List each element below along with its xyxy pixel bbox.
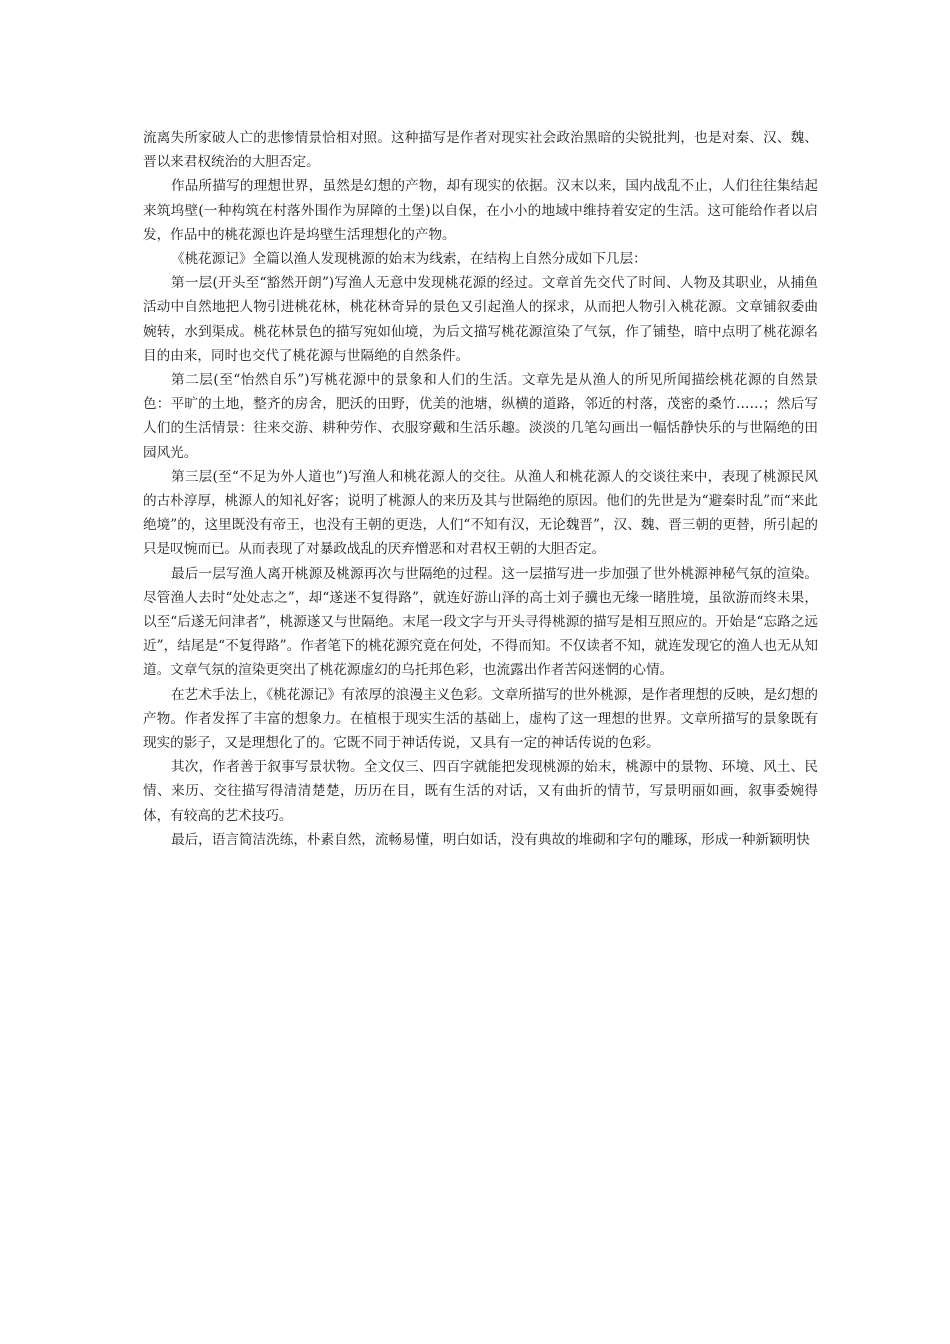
paragraph-narrative-skill: 其次，作者善于叙事写景状物。全文仅三、四百字就能把发现桃源的始末，桃源中的景物、环境、风土、民情、来历、交往描写得清清楚楚，历历在目，既有生活的对话，又有曲折的情节，写景明丽如画，叙事委婉得体，有较高的艺术技巧。 (143, 759, 818, 824)
paragraph-final-layer: 最后一层写渔人离开桃源及桃源再次与世隔绝的过程。这一层描写进一步加强了世外桃源神秘气氛的渲染。尽管渔人去时“处处志之”，却“遂迷不复得路”，就连好游山泽的高士刘子骥也无缘一睹胜境，虽欲游而终未果，以至“后遂无问津者”，桃源遂又与世隔绝。末尾一段文字与开头寻得桃源的描写是相互照应的。开始是“忘路之远近”，结尾是“不复得路”。作者笔下的桃花源究竟在何处，不得而知。不仅读者不知，就连发现它的渔人也无从知道。文章气氛的渲染更突出了桃花源虚幻的乌托邦色彩，也流露出作者苦闷迷惘的心情。 (143, 565, 818, 679)
paragraph-language-style: 最后，语言简洁洗练，朴素自然，流畅易懂，明白如话，没有典故的堆砌和字句的雕琢，形成一种新颖明快 (171, 831, 810, 848)
paragraph-third-layer: 第三层(至“不足为外人道也”)写渔人和桃花源人的交往。从渔人和桃花源人的交谈往来中，表现了桃源民风的古朴淳厚，桃源人的知礼好客；说明了桃源人的来历及其与世隔绝的原因。他们的先世是为“避秦时乱”而“来此绝境”的，这里既没有帝王，也没有王朝的更迭，人们“不知有汉，无论魏晋”，汉、魏、晋三朝的更替，所引起的只是叹惋而已。从而表现了对暴政战乱的厌弃憎恶和对君权王朝的大胆否定。 (143, 468, 818, 558)
paragraph-second-layer: 第二层(至“怡然自乐”)写桃花源中的景象和人们的生活。文章先是从渔人的所见所闻描绘桃花源的自然景色：平旷的土地，整齐的房舍，肥沃的田野，优美的池塘，纵横的道路，邻近的村落，茂密的桑竹……；然后写人们的生活情景：往来交游、耕种劳作、衣服穿戴和生活乐趣。淡淡的几笔勾画出一幅恬静快乐的与世隔绝的田园风光。 (143, 372, 818, 461)
paragraph-artistic-technique: 在艺术手法上，《桃花源记》有浓厚的浪漫主义色彩。文章所描写的世外桃源，是作者理想的反映，是幻想的产物。作者发挥了丰富的想象力。在植根于现实生活的基础上，虚构了这一理想的世界。文章所描写的景象既有现实的影子，又是理想化了的。它既不同于神话传说，又具有一定的神话传说的色彩。 (143, 686, 818, 752)
document-body (143, 126, 818, 852)
paragraph-first-layer: 第一层(开头至“豁然开朗”)写渔人无意中发现桃花源的经过。文章首先交代了时间、人物及其职业，从捕鱼活动中自然地把人物引进桃花林，桃花林奇异的景色又引起渔人的探求，从而把人物引入桃花源。文章铺叙委曲婉转，水到渠成。桃花林景色的描写宛如仙境，为后文描写桃花源渲染了气氛，作了铺垫，暗中点明了桃花源名目的由来，同时也交代了桃花源与世隔绝的自然条件。 (143, 275, 818, 364)
paragraph-ideal-world-basis: 作品所描写的理想世界，虽然是幻想的产物，却有现实的依据。汉末以来，国内战乱不止，人们往往集结起来筑坞壁(一种构筑在村落外围作为屏障的土堡)以自保，在小小的地域中维持着安定的生活。这可能给作者以启发，作品中的桃花源也许是坞壁生活理想化的产物。 (143, 178, 818, 243)
paragraph-structure-intro: 《桃花源记》全篇以渔人发现桃源的始末为线索，在结构上自然分成如下几层： (171, 251, 647, 268)
paragraph-continuation: 流离失所家破人亡的悲惨情景恰相对照。这种描写是作者对现实社会政治黑暗的尖锐批判，也是对秦、汉、魏、晋以来君权统治的大胆否定。 (143, 130, 818, 171)
